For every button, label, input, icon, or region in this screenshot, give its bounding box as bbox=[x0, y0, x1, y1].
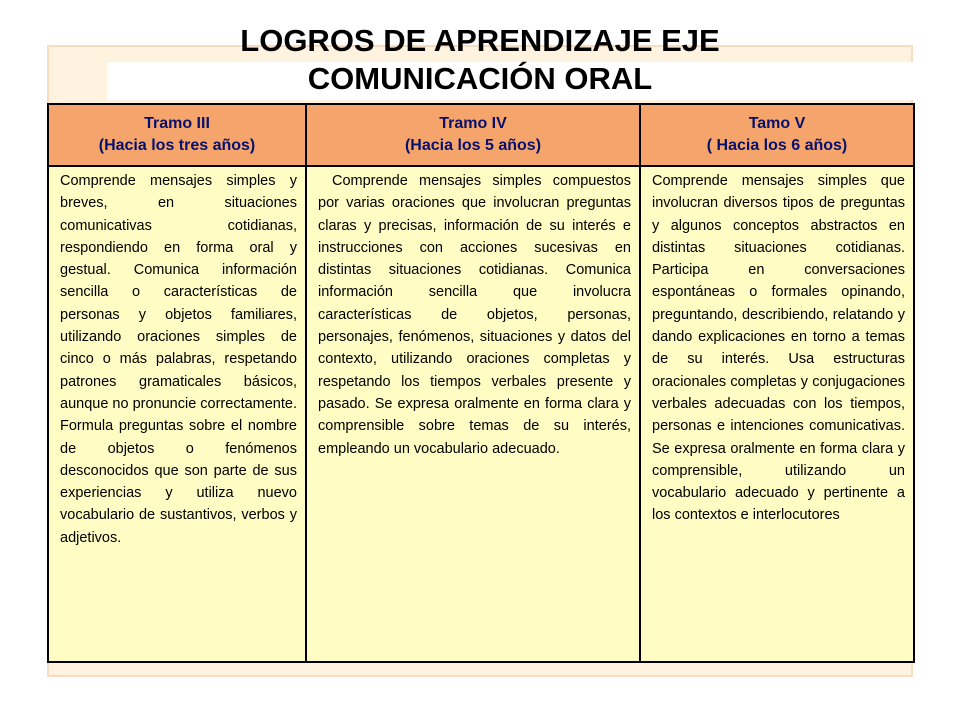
header-tramo-iii bbox=[48, 104, 306, 166]
table-row bbox=[48, 166, 914, 662]
page-title bbox=[0, 22, 960, 98]
page-title-line-1: LOGROS DE APRENDIZAJE EJE bbox=[240, 23, 720, 58]
header-title: Tramo IV bbox=[439, 115, 507, 132]
header-subtitle: (Hacia los 5 años) bbox=[404, 137, 542, 154]
cell-tramo-v: Comprende mensajes simples que involucran diversos tipos de preguntas y algunos conceptos abstractos en distintas situaciones cotidianas. Participa en conversaciones espontáneas o formales opinando, preguntando, describiendo, relatando y dando explicaciones en torno a temas de su interés. Usa estructuras oracionales completas y conjugaciones verbales adecuadas con los tiempos, personas e intenciones comunicativas. Se expresa oralmente en forma clara y comprensible, utilizando un vocabulario adecuado y pertinente a los contextos e interlocutores bbox=[640, 166, 914, 662]
header-subtitle: ( Hacia los 6 años) bbox=[706, 137, 848, 154]
learning-achievements-table bbox=[47, 103, 915, 663]
header-title: Tramo III bbox=[144, 115, 210, 132]
cell-tramo-iii: Comprende mensajes simples y breves, en situaciones comunicativas cotidianas, respondiendo en forma oral y gestual. Comunica información sencilla o características de personas y objetos familiares, utilizando oraciones simples de cinco o más palabras, respetando patrones gramaticales básicos, aunque no pronuncie correctamente. Formula preguntas sobre el nombre de objetos o fenómenos desconocidos que son parte de sus experiencias y utiliza nuevo vocabulario de sustantivos, verbos y adjetivos. bbox=[48, 166, 306, 662]
table-header-row bbox=[48, 104, 914, 166]
header-title: Tamo V bbox=[748, 115, 806, 132]
page-title-line-2: COMUNICACIÓN ORAL bbox=[307, 61, 653, 96]
cell-tramo-iv: Comprende mensajes simples compuestos por varias oraciones que involucran preguntas claras y precisas, información de su interés e instrucciones con acciones sucesivas en distintas situaciones cotidianas. Comunica información sencilla que involucra características de objetos, personas, personajes, fenómenos, situaciones y datos del contexto, utilizando oraciones completas y respetando los tiempos verbales presente y pasado. Se expresa oralmente en forma clara y comprensible sobre temas de su interés, empleando un vocabulario adecuado. bbox=[306, 166, 640, 662]
header-subtitle: (Hacia los tres años) bbox=[98, 137, 256, 154]
header-tramo-v bbox=[640, 104, 914, 166]
header-tramo-iv bbox=[306, 104, 640, 166]
